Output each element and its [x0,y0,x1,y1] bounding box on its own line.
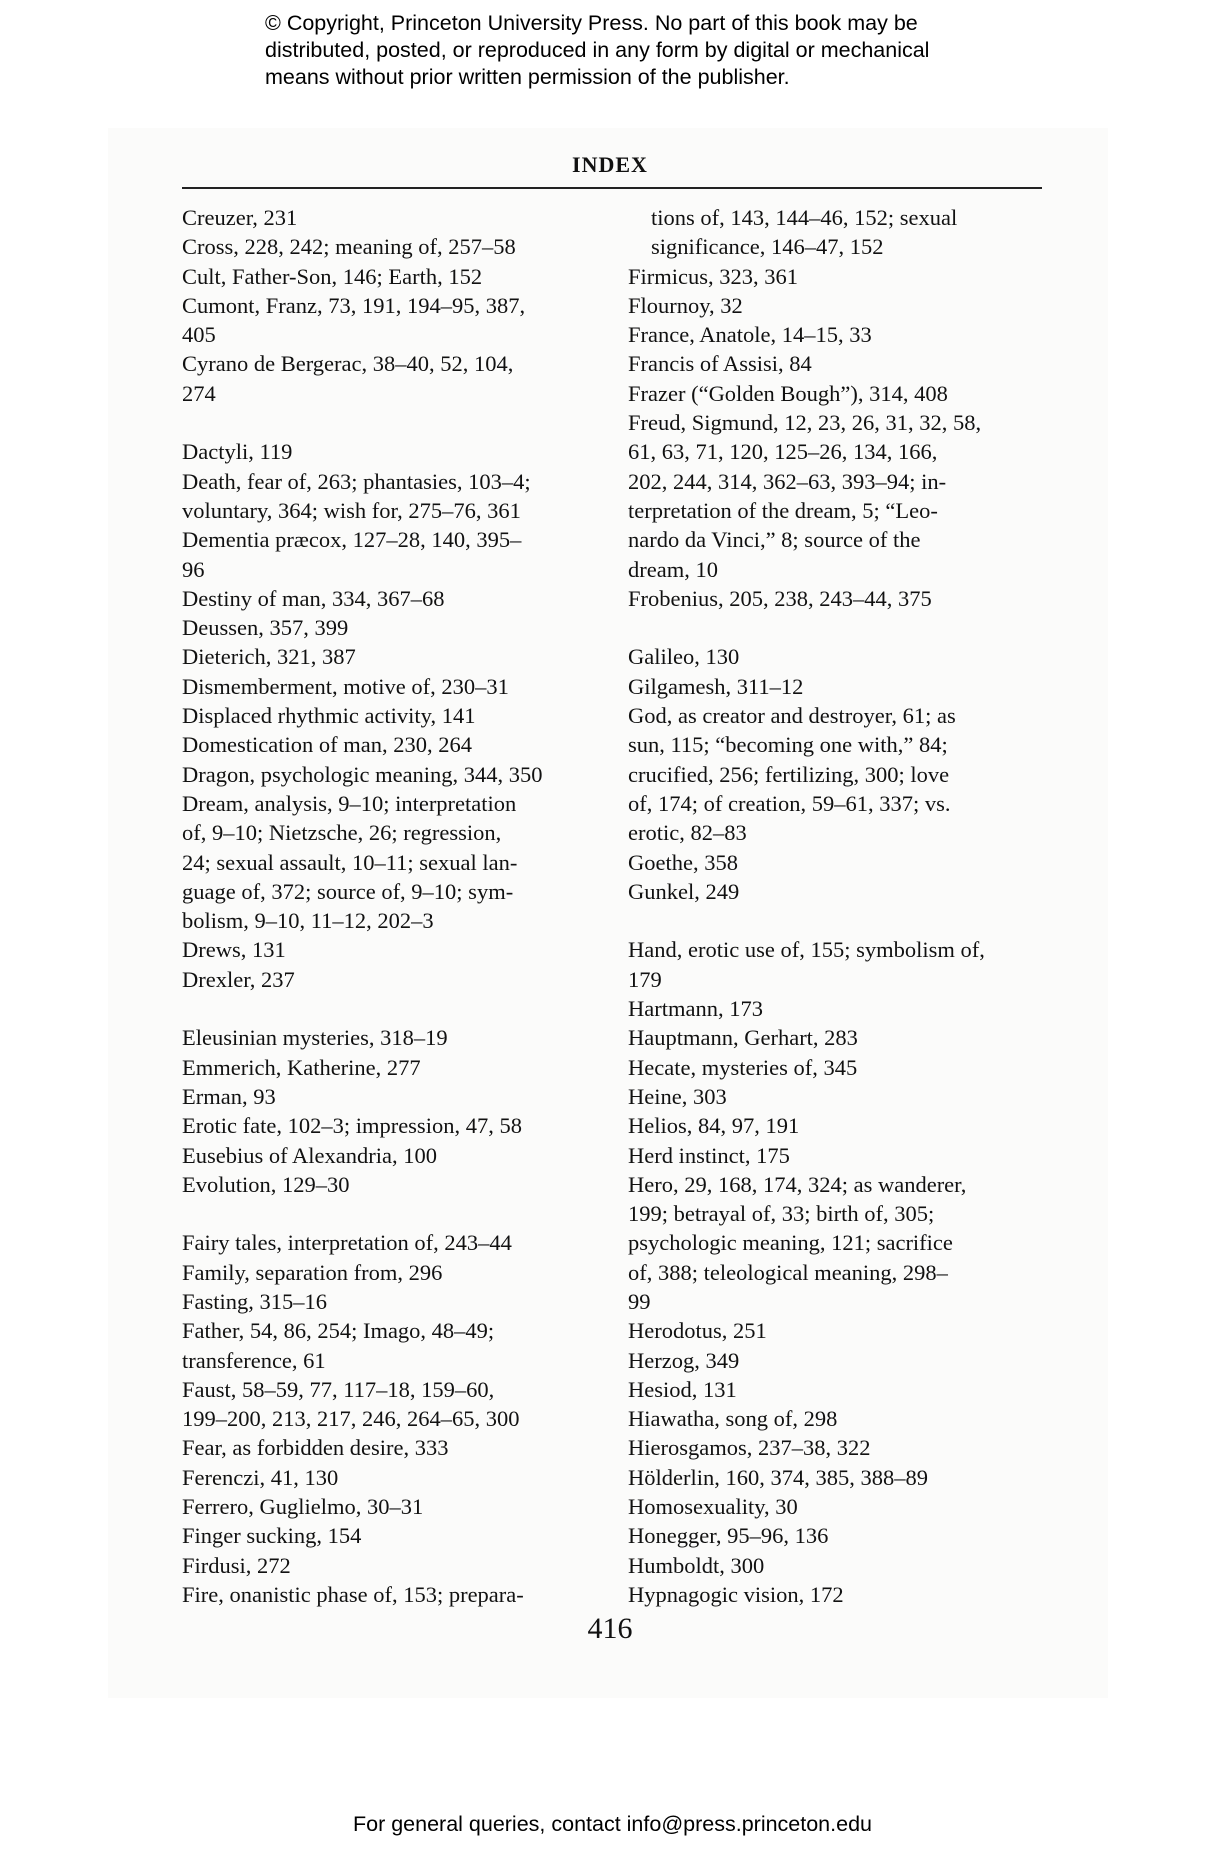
index-entry-line: voluntary, 364; wish for, 275–76, 361 [182,497,521,523]
index-entry [628,203,1048,262]
index-entry-line: 96 [182,556,205,582]
index-entry-line: Hiawatha, song of, 298 [628,1406,838,1432]
index-entry [628,349,1048,378]
index-entry-line: of, 174; of creation, 59–61, 337; vs. [628,790,951,816]
index-entry-line: Firmicus, 323, 361 [628,263,799,289]
index-entry [182,1433,602,1462]
index-entry-line: Hypnagogic vision, 172 [628,1581,844,1607]
group-spacer [628,613,1048,642]
index-entry-line: Firdusi, 272 [182,1552,291,1578]
index-column-right [628,203,1048,1609]
index-entry-line: Flournoy, 32 [628,292,743,318]
index-entry-line: Fasting, 315–16 [182,1288,328,1314]
index-entry-line: Hartmann, 173 [628,996,763,1022]
index-entry-line: Hierosgamos, 237–38, 322 [628,1435,871,1461]
index-entry-line: erotic, 82–83 [628,820,747,846]
index-entry-line: Emmerich, Katherine, 277 [182,1054,421,1080]
index-entry [182,1551,602,1580]
index-entry-line: Finger sucking, 154 [182,1523,362,1549]
index-entry-line: 199; betrayal of, 33; birth of, 305; [628,1201,935,1227]
index-entry-line: Frobenius, 205, 238, 243–44, 375 [628,585,932,611]
index-entry-line: Freud, Sigmund, 12, 23, 26, 31, 32, 58, [628,410,982,436]
index-entry [182,1170,602,1199]
index-entry-line: tions of, 143, 144–46, 152; sexual [651,205,958,230]
index-entry-line: sun, 115; “becoming one with,” 84; [628,732,948,758]
index-entry [182,1111,602,1140]
index-entry [628,1170,1048,1316]
index-entry [628,408,1048,584]
index-entry-line: 179 [628,966,662,992]
index-entry [182,935,602,964]
index-entry [628,320,1048,349]
index-entry [182,467,602,526]
index-entry-line: Creuzer, 231 [182,205,298,230]
index-entry-line: Gilgamesh, 311–12 [628,673,804,699]
index-entry-line: Heine, 303 [628,1083,727,1109]
index-entry-line: Drews, 131 [182,937,286,963]
group-spacer [182,994,602,1023]
index-entry [182,672,602,701]
index-entry-line: Cumont, Franz, 73, 191, 194–95, 387, [182,292,526,318]
index-entry [182,1580,602,1609]
index-entry [182,262,602,291]
index-entry-line: Hesiod, 131 [628,1376,737,1402]
index-entry [628,701,1048,847]
index-entry [628,1580,1048,1609]
index-entry-line: France, Anatole, 14–15, 33 [628,322,872,348]
index-entry-line: Hand, erotic use of, 155; symbolism of, [628,937,985,963]
group-spacer [182,408,602,437]
index-entry-line: crucified, 256; fertilizing, 300; love [628,761,950,787]
index-entry-line: Herzog, 349 [628,1347,740,1373]
index-entry [628,1053,1048,1082]
index-entry [628,672,1048,701]
index-entry-line: Fear, as forbidden desire, 333 [182,1435,449,1461]
index-entry [628,584,1048,613]
index-entry [628,1492,1048,1521]
index-entry-line: Homosexuality, 30 [628,1494,798,1520]
index-entry-line: of, 9–10; Nietzsche, 26; regression, [182,820,502,846]
group-spacer [628,906,1048,935]
index-entry [182,1492,602,1521]
index-entry-line: Dactyli, 119 [182,439,293,465]
index-entry-line: Herodotus, 251 [628,1318,767,1344]
index-entry-line: Displaced rhythmic activity, 141 [182,703,476,729]
index-entry-line: Hecate, mysteries of, 345 [628,1054,858,1080]
index-entry-line: Family, separation from, 296 [182,1259,443,1285]
index-entry [182,203,602,232]
index-entry [182,1463,602,1492]
index-entry-line: transference, 61 [182,1347,326,1373]
index-entry [628,1023,1048,1052]
index-entry [182,525,602,584]
index-entry [182,1287,602,1316]
index-entry-line: Drexler, 237 [182,966,295,992]
index-entry [628,1346,1048,1375]
index-entry [628,1141,1048,1170]
index-entry [182,1228,602,1257]
index-entry-line: Frazer (“Golden Bough”), 314, 408 [628,380,948,406]
index-entry [628,935,1048,994]
index-entry [182,642,602,671]
index-entry [628,1551,1048,1580]
index-entry [182,1023,602,1052]
index-entry-line: Domestication of man, 230, 264 [182,732,472,758]
index-entry-line: Hölderlin, 160, 374, 385, 388–89 [628,1464,928,1490]
index-entry [628,1316,1048,1345]
index-entry-line: Herd instinct, 175 [628,1142,790,1168]
index-entry [182,437,602,466]
index-entry [628,379,1048,408]
index-entry-line: 274 [182,380,216,406]
index-entry-line: terpretation of the dream, 5; “Leo- [628,497,938,523]
index-entry [628,1375,1048,1404]
copyright-line: distributed, posted, or reproduced in any form by digital or mechanical [265,38,930,62]
index-entry [628,877,1048,906]
index-entry-line: God, as creator and destroyer, 61; as [628,703,956,729]
index-entry-line: Cult, Father-Son, 146; Earth, 152 [182,263,483,289]
index-entry [182,1521,602,1550]
index-entry [628,262,1048,291]
index-entry-line: Hauptmann, Gerhart, 283 [628,1025,858,1051]
index-entry-line: Goethe, 358 [628,849,738,875]
copyright-notice [265,10,1025,91]
index-entry [182,730,602,759]
index-entry [182,1375,602,1434]
index-entry [628,642,1048,671]
index-entry-line: Faust, 58–59, 77, 117–18, 159–60, [182,1376,495,1402]
index-entry-line: Destiny of man, 334, 367–68 [182,585,445,611]
index-column-left [182,203,602,1609]
index-entry-line: dream, 10 [628,556,718,582]
footer-contact: For general queries, contact info@press.princeton.edu [352,1812,872,1836]
index-entry [182,760,602,789]
index-entry-line: Francis of Assisi, 84 [628,351,812,377]
group-spacer [182,1199,602,1228]
index-entry-line: Cyrano de Bergerac, 38–40, 52, 104, [182,351,514,377]
index-entry [628,1404,1048,1433]
index-entry-line: Dismemberment, motive of, 230–31 [182,673,509,699]
index-entry-line: 99 [628,1288,651,1314]
index-entry-line: Eusebius of Alexandria, 100 [182,1142,437,1168]
index-entry-line: Helios, 84, 97, 191 [628,1113,800,1139]
index-entry-line: Father, 54, 86, 254; Imago, 48–49; [182,1318,495,1344]
index-entry-line: Gunkel, 249 [628,878,740,904]
index-entry [182,291,602,350]
index-entry [182,1082,602,1111]
index-entry-line: Eleusinian mysteries, 318–19 [182,1025,448,1051]
index-entry-line: guage of, 372; source of, 9–10; sym- [182,878,514,904]
index-entry-line: Dementia præcox, 127–28, 140, 395– [182,527,522,553]
copyright-line: © Copyright, Princeton University Press. No part of this book may be [265,11,918,35]
index-entry-line: 405 [182,322,216,348]
index-entry [182,789,602,935]
index-entry-line: 24; sexual assault, 10–11; sexual lan- [182,849,518,875]
index-entry-line: Dream, analysis, 9–10; interpretation [182,790,517,816]
page-number: 416 [587,1612,633,1645]
index-entry-line: Ferenczi, 41, 130 [182,1464,339,1490]
index-entry-line: Fairy tales, interpretation of, 243–44 [182,1230,512,1256]
title-rule [182,187,1042,189]
index-entry [182,965,602,994]
index-entry-line: Fire, onanistic phase of, 153; prepara- [182,1581,524,1607]
index-entry-line: Evolution, 129–30 [182,1171,350,1197]
index-entry-line: Galileo, 130 [628,644,740,670]
index-entry-line: 61, 63, 71, 120, 125–26, 134, 166, [628,439,938,465]
index-entry [628,1521,1048,1550]
index-entry [628,994,1048,1023]
index-entry [628,1433,1048,1462]
index-entry-line: Hero, 29, 168, 174, 324; as wanderer, [628,1171,967,1197]
index-entry-line: Erotic fate, 102–3; impression, 47, 58 [182,1113,522,1139]
index-entry-line: nardo da Vinci,” 8; source of the [628,527,921,553]
index-entry-line: Honegger, 95–96, 136 [628,1523,829,1549]
index-entry [182,1053,602,1082]
index-entry-line: Ferrero, Guglielmo, 30–31 [182,1494,424,1520]
index-entry [182,232,602,261]
index-entry [182,701,602,730]
index-entry-line: of, 388; teleological meaning, 298– [628,1259,948,1285]
index-entry-line: Erman, 93 [182,1083,276,1109]
index-entry-line: 202, 244, 314, 362–63, 393–94; in- [628,468,947,494]
index-entry-line: 199–200, 213, 217, 246, 264–65, 300 [182,1406,520,1432]
index-entry [182,584,602,613]
index-entry-line: Cross, 228, 242; meaning of, 257–58 [182,234,516,260]
index-entry [182,613,602,642]
index-entry [182,349,602,408]
index-entry-line: Humboldt, 300 [628,1552,765,1578]
copyright-line: means without prior written permission of the publisher. [265,65,790,89]
index-entry [628,1082,1048,1111]
index-entry-line: bolism, 9–10, 11–12, 202–3 [182,908,434,934]
index-entry [628,848,1048,877]
index-entry-line: Deussen, 357, 399 [182,615,349,641]
index-entry [182,1258,602,1287]
index-entry [182,1316,602,1375]
index-entry-line: significance, 146–47, 152 [651,234,884,260]
index-entry-line: Dieterich, 321, 387 [182,644,356,670]
page-title: INDEX [572,152,648,177]
index-entry [182,1141,602,1170]
index-entry-line: Dragon, psychologic meaning, 344, 350 [182,761,543,787]
index-entry [628,1463,1048,1492]
index-entry [628,291,1048,320]
index-entry-line: Death, fear of, 263; phantasies, 103–4; [182,468,531,494]
index-entry [628,1111,1048,1140]
index-entry-line: psychologic meaning, 121; sacrifice [628,1230,953,1256]
